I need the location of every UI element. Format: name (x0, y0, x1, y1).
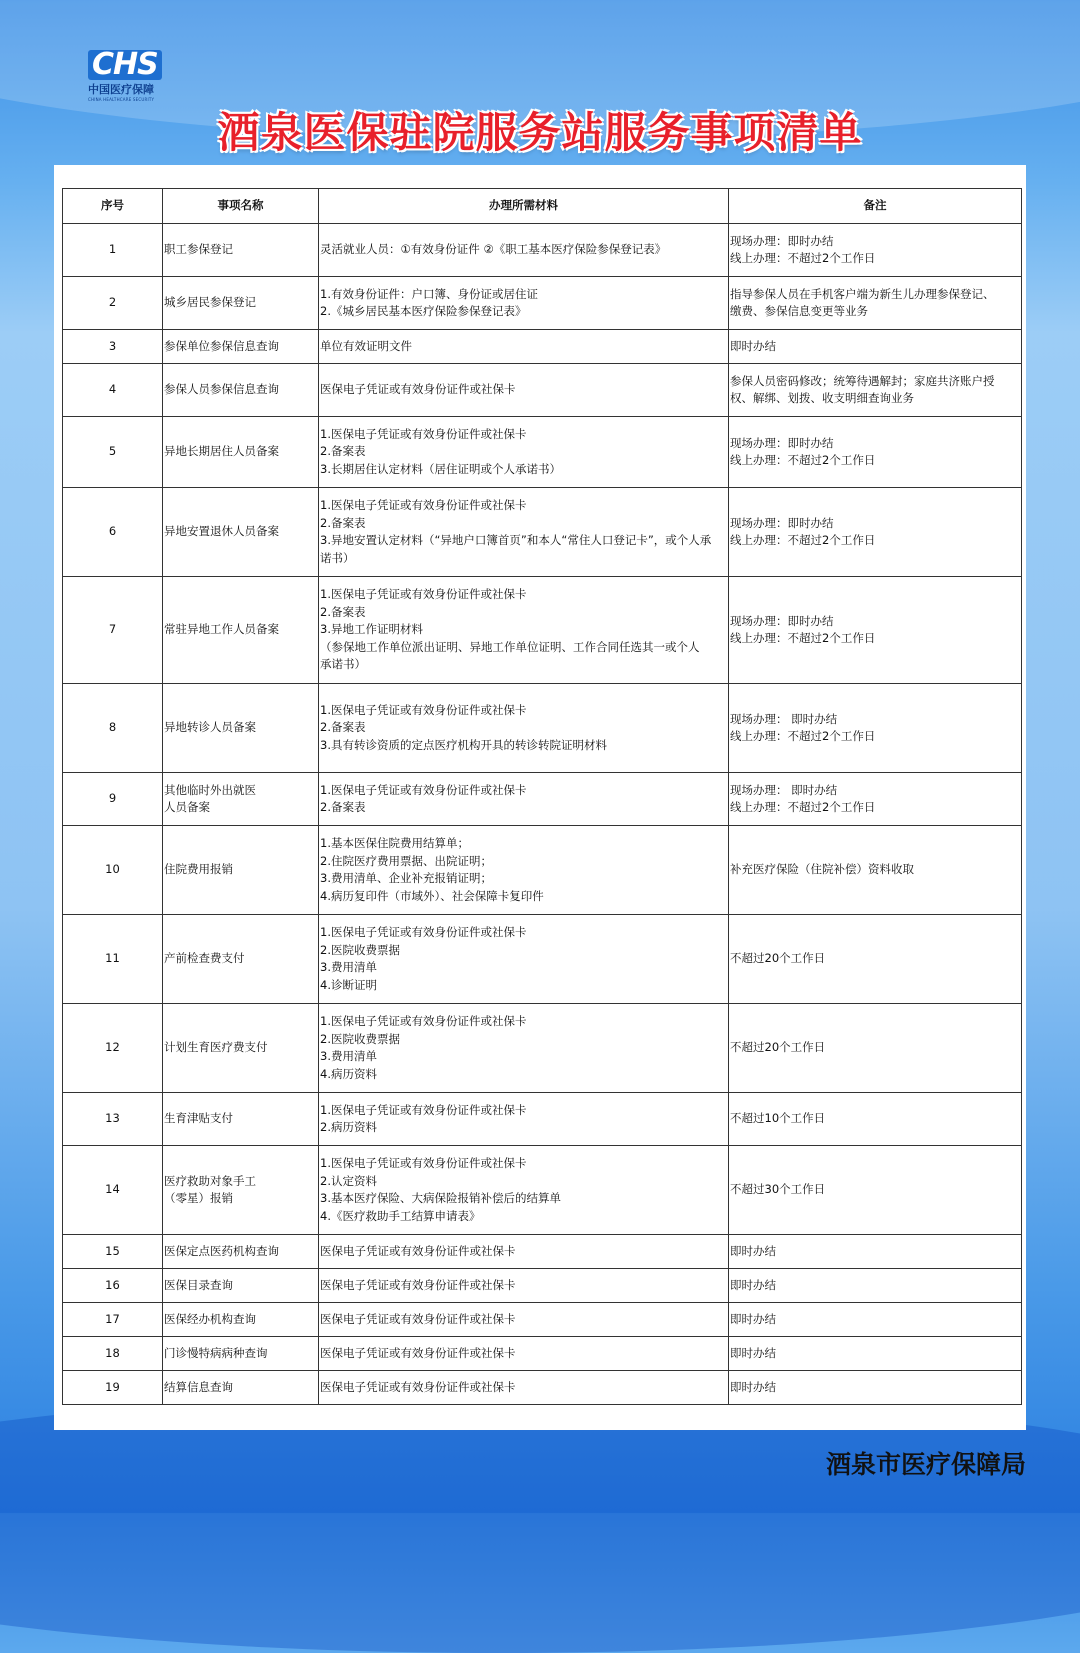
cell-index: 17 (63, 1303, 163, 1337)
table-row (63, 1337, 1022, 1371)
cell-remarks: 即时办结 (729, 1303, 1022, 1337)
cell-item-name: 医保定点医药机构查询 (163, 1235, 319, 1269)
cell-remarks: 即时办结 (729, 330, 1022, 364)
cell-index: 2 (63, 277, 163, 330)
cell-index: 7 (63, 577, 163, 684)
cell-materials: 1.医保电子凭证或有效身份证件或社保卡 2.备案表 3.长期居住认定材料（居住证明或个人承诺书） (319, 417, 729, 488)
cell-remarks: 不超过10个工作日 (729, 1093, 1022, 1146)
cell-remarks: 即时办结 (729, 1337, 1022, 1371)
service-items-table (62, 188, 1022, 1405)
cell-item-name: 计划生育医疗费支付 (163, 1004, 319, 1093)
table-row (63, 1093, 1022, 1146)
table-row (63, 330, 1022, 364)
cell-item-name: 结算信息查询 (163, 1371, 319, 1405)
cell-materials: 1.医保电子凭证或有效身份证件或社保卡 2.备案表 3.异地工作证明材料 （参保地工作单位派出证明、异地工作单位证明、工作合同任选其一或个人 承诺书） (319, 577, 729, 684)
cell-index: 8 (63, 684, 163, 773)
cell-item-name: 医保经办机构查询 (163, 1303, 319, 1337)
cell-materials: 1.医保电子凭证或有效身份证件或社保卡 2.医院收费票据 3.费用清单 4.病历资料 (319, 1004, 729, 1093)
background-wave-bottom (0, 1393, 1080, 1653)
cell-materials: 医保电子凭证或有效身份证件或社保卡 (319, 1337, 729, 1371)
cell-index: 18 (63, 1337, 163, 1371)
cell-index: 12 (63, 1004, 163, 1093)
cell-remarks: 补充医疗保险（住院补偿）资料收取 (729, 826, 1022, 915)
cell-remarks: 不超过20个工作日 (729, 1004, 1022, 1093)
cell-index: 19 (63, 1371, 163, 1405)
table-row (63, 1146, 1022, 1235)
cell-remarks: 现场办理：即时办结 线上办理：不超过2个工作日 (729, 224, 1022, 277)
cell-materials: 1.有效身份证件：户口簿、身份证或居住证 2.《城乡居民基本医疗保险参保登记表》 (319, 277, 729, 330)
cell-index: 13 (63, 1093, 163, 1146)
cell-index: 3 (63, 330, 163, 364)
cell-materials: 医保电子凭证或有效身份证件或社保卡 (319, 364, 729, 417)
cell-index: 4 (63, 364, 163, 417)
table-row (63, 417, 1022, 488)
table-row (63, 915, 1022, 1004)
logo-chinese-name: 中国医疗保障 (88, 83, 154, 96)
table-row (63, 1235, 1022, 1269)
page-title: 酒泉医保驻院服务站服务事项清单 (217, 108, 863, 157)
table-row (63, 488, 1022, 577)
header-index: 序号 (63, 189, 163, 224)
logo-english-name: CHINA HEALTHCARE SECURITY (88, 97, 155, 102)
cell-remarks: 现场办理： 即时办结 线上办理：不超过2个工作日 (729, 684, 1022, 773)
header-remarks: 备注 (729, 189, 1022, 224)
cell-item-name: 医保目录查询 (163, 1269, 319, 1303)
cell-item-name: 生育津贴支付 (163, 1093, 319, 1146)
cell-materials: 1.医保电子凭证或有效身份证件或社保卡 2.医院收费票据 3.费用清单 4.诊断证明 (319, 915, 729, 1004)
cell-item-name: 产前检查费支付 (163, 915, 319, 1004)
cell-index: 11 (63, 915, 163, 1004)
cell-index: 15 (63, 1235, 163, 1269)
cell-materials: 灵活就业人员：①有效身份证件 ②《职工基本医疗保险参保登记表》 (319, 224, 729, 277)
header-item-name: 事项名称 (163, 189, 319, 224)
cell-index: 14 (63, 1146, 163, 1235)
chs-logo (88, 47, 172, 102)
cell-item-name: 常驻异地工作人员备案 (163, 577, 319, 684)
cell-remarks: 即时办结 (729, 1235, 1022, 1269)
cell-materials: 医保电子凭证或有效身份证件或社保卡 (319, 1269, 729, 1303)
cell-materials: 1.医保电子凭证或有效身份证件或社保卡 2.备案表 3.异地安置认定材料（“异地户口簿首页”和本人“常住人口登记卡”，或个人承 诺书） (319, 488, 729, 577)
table-row (63, 577, 1022, 684)
cell-item-name: 参保人员参保信息查询 (163, 364, 319, 417)
cell-materials: 医保电子凭证或有效身份证件或社保卡 (319, 1303, 729, 1337)
cell-item-name: 参保单位参保信息查询 (163, 330, 319, 364)
table-row (63, 1269, 1022, 1303)
table-row (63, 364, 1022, 417)
cell-materials: 1.基本医保住院费用结算单； 2.住院医疗费用票据、出院证明； 3.费用清单、企业补充报销证明； 4.病历复印件（市域外）、社会保障卡复印件 (319, 826, 729, 915)
cell-remarks: 即时办结 (729, 1269, 1022, 1303)
cell-index: 9 (63, 773, 163, 826)
cell-remarks: 不超过30个工作日 (729, 1146, 1022, 1235)
cell-item-name: 职工参保登记 (163, 224, 319, 277)
cell-item-name: 其他临时外出就医 人员备案 (163, 773, 319, 826)
cell-remarks: 现场办理：即时办结 线上办理：不超过2个工作日 (729, 488, 1022, 577)
table-row (63, 277, 1022, 330)
table-row (63, 1004, 1022, 1093)
cell-materials: 1.医保电子凭证或有效身份证件或社保卡 2.认定资料 3.基本医疗保险、大病保险报销补偿后的结算单 4.《医疗救助手工结算申请表》 (319, 1146, 729, 1235)
cell-materials: 1.医保电子凭证或有效身份证件或社保卡 2.备案表 3.具有转诊资质的定点医疗机构开具的转诊转院证明材料 (319, 684, 729, 773)
cell-remarks: 现场办理：即时办结 线上办理：不超过2个工作日 (729, 577, 1022, 684)
table-header-row (63, 189, 1022, 224)
cell-item-name: 住院费用报销 (163, 826, 319, 915)
cell-item-name: 医疗救助对象手工 （零星）报销 (163, 1146, 319, 1235)
cell-materials: 1.医保电子凭证或有效身份证件或社保卡 2.病历资料 (319, 1093, 729, 1146)
table-row (63, 684, 1022, 773)
cell-remarks: 现场办理：即时办结 线上办理：不超过2个工作日 (729, 417, 1022, 488)
cell-materials: 医保电子凭证或有效身份证件或社保卡 (319, 1235, 729, 1269)
cell-item-name: 异地长期居住人员备案 (163, 417, 319, 488)
cell-remarks: 不超过20个工作日 (729, 915, 1022, 1004)
cell-remarks: 即时办结 (729, 1371, 1022, 1405)
cell-remarks: 现场办理： 即时办结 线上办理：不超过2个工作日 (729, 773, 1022, 826)
cell-index: 16 (63, 1269, 163, 1303)
cell-item-name: 异地安置退休人员备案 (163, 488, 319, 577)
cell-index: 5 (63, 417, 163, 488)
cell-item-name: 门诊慢特病病种查询 (163, 1337, 319, 1371)
cell-item-name: 异地转诊人员备案 (163, 684, 319, 773)
logo-mark: CHS (88, 50, 162, 80)
header-materials: 办理所需材料 (319, 189, 729, 224)
cell-remarks: 指导参保人员在手机客户端为新生儿办理参保登记、 缴费、参保信息变更等业务 (729, 277, 1022, 330)
table-row (63, 1371, 1022, 1405)
cell-index: 10 (63, 826, 163, 915)
cell-item-name: 城乡居民参保登记 (163, 277, 319, 330)
table-row (63, 1303, 1022, 1337)
issuing-authority: 酒泉市医疗保障局 (825, 1450, 1026, 1479)
cell-index: 1 (63, 224, 163, 277)
cell-materials: 医保电子凭证或有效身份证件或社保卡 (319, 1371, 729, 1405)
cell-materials: 1.医保电子凭证或有效身份证件或社保卡 2.备案表 (319, 773, 729, 826)
table-row (63, 773, 1022, 826)
table-row (63, 224, 1022, 277)
cell-remarks: 参保人员密码修改；统筹待遇解封；家庭共济账户授 权、解绑、划拨、收支明细查询业务 (729, 364, 1022, 417)
cell-materials: 单位有效证明文件 (319, 330, 729, 364)
content-panel (54, 165, 1026, 1430)
table-row (63, 826, 1022, 915)
cell-index: 6 (63, 488, 163, 577)
